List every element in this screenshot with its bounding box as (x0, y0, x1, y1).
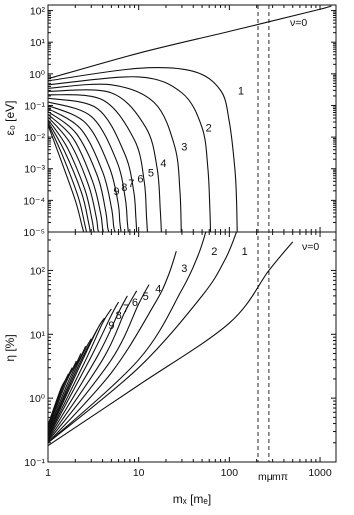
bottom-curve-label-4: 4 (155, 283, 162, 296)
m-pi-label: mπ (272, 471, 288, 483)
bottom-curve-label-1: 1 (241, 246, 248, 259)
x-axis-label: mₓ [mₑ] (172, 492, 212, 506)
top-curve-2 (48, 77, 211, 232)
top-curve-5 (48, 95, 147, 232)
bottom-curve-3 (48, 251, 176, 443)
top-y-tick-label: 10⁻⁴ (23, 195, 45, 208)
bottom-curve-1 (48, 232, 237, 443)
top-curve-label-2: 2 (205, 122, 212, 135)
top-y-tick-label: 10¹ (29, 37, 45, 50)
top-curve-0 (48, 6, 331, 79)
top-y-tick-label: 10² (29, 5, 45, 18)
x-tick-label: 1 (45, 467, 51, 479)
top-curve-label-6: 6 (137, 173, 144, 186)
bottom-y-tick-label: 10⁰ (29, 393, 45, 406)
top-curve-1 (48, 68, 237, 232)
bottom-curve-label-6: 6 (131, 297, 139, 310)
bottom-nu-zero-annotation: ν=0 (302, 241, 320, 253)
bottom-curve-label-3: 3 (181, 262, 188, 275)
top-y-tick-label: 10⁻² (24, 132, 45, 145)
curve-labels (108, 85, 247, 332)
bottom-y-tick-label: 10⁻¹ (24, 457, 45, 469)
m-mu-label: mμ (258, 471, 273, 483)
bottom-curve-label-5: 5 (142, 290, 149, 303)
top-nu-zero-annotation: ν=0 (290, 17, 308, 29)
bottom-y-tick-label: 10¹ (29, 329, 45, 342)
top-curve-label-9: 9 (113, 185, 120, 198)
x-tick-label: 10 (132, 467, 145, 479)
top-y-tick-label: 10⁻⁵ (23, 227, 45, 239)
top-curve-label-1: 1 (237, 85, 244, 98)
top-y-axis-label: ε₀ [eV] (3, 100, 17, 136)
top-curve-label-5: 5 (147, 167, 154, 180)
bottom-y-tick-label: 10² (29, 265, 45, 278)
top-y-tick-label: 10⁻³ (24, 163, 45, 176)
top-curve-label-4: 4 (160, 158, 167, 171)
top-curve-unlabeled-16 (48, 125, 85, 232)
top-y-tick-label: 10⁰ (29, 68, 45, 81)
tick-labels (23, 6, 332, 479)
bottom-y-axis-label: η [%] (3, 334, 17, 362)
top-panel-frame (48, 5, 336, 232)
reference-lines (258, 5, 269, 462)
bottom-curve-0 (48, 242, 293, 446)
curves (48, 6, 331, 446)
bottom-curve-label-7: 7 (123, 302, 130, 315)
bottom-curve-label-2: 2 (211, 246, 218, 259)
top-curve-6 (48, 98, 137, 232)
axis-ticks (48, 5, 336, 462)
x-tick-label: 1000 (308, 467, 332, 479)
top-curve-label-3: 3 (181, 141, 188, 154)
x-tick-label: 100 (220, 467, 239, 479)
top-y-tick-label: 10⁻¹ (24, 100, 45, 113)
bottom-curve-label-8: 8 (115, 310, 122, 323)
top-curve-7 (48, 102, 128, 232)
top-curve-label-8: 8 (121, 182, 128, 195)
bottom-curve-label-9: 9 (108, 319, 115, 332)
top-curve-label-7: 7 (128, 178, 135, 191)
